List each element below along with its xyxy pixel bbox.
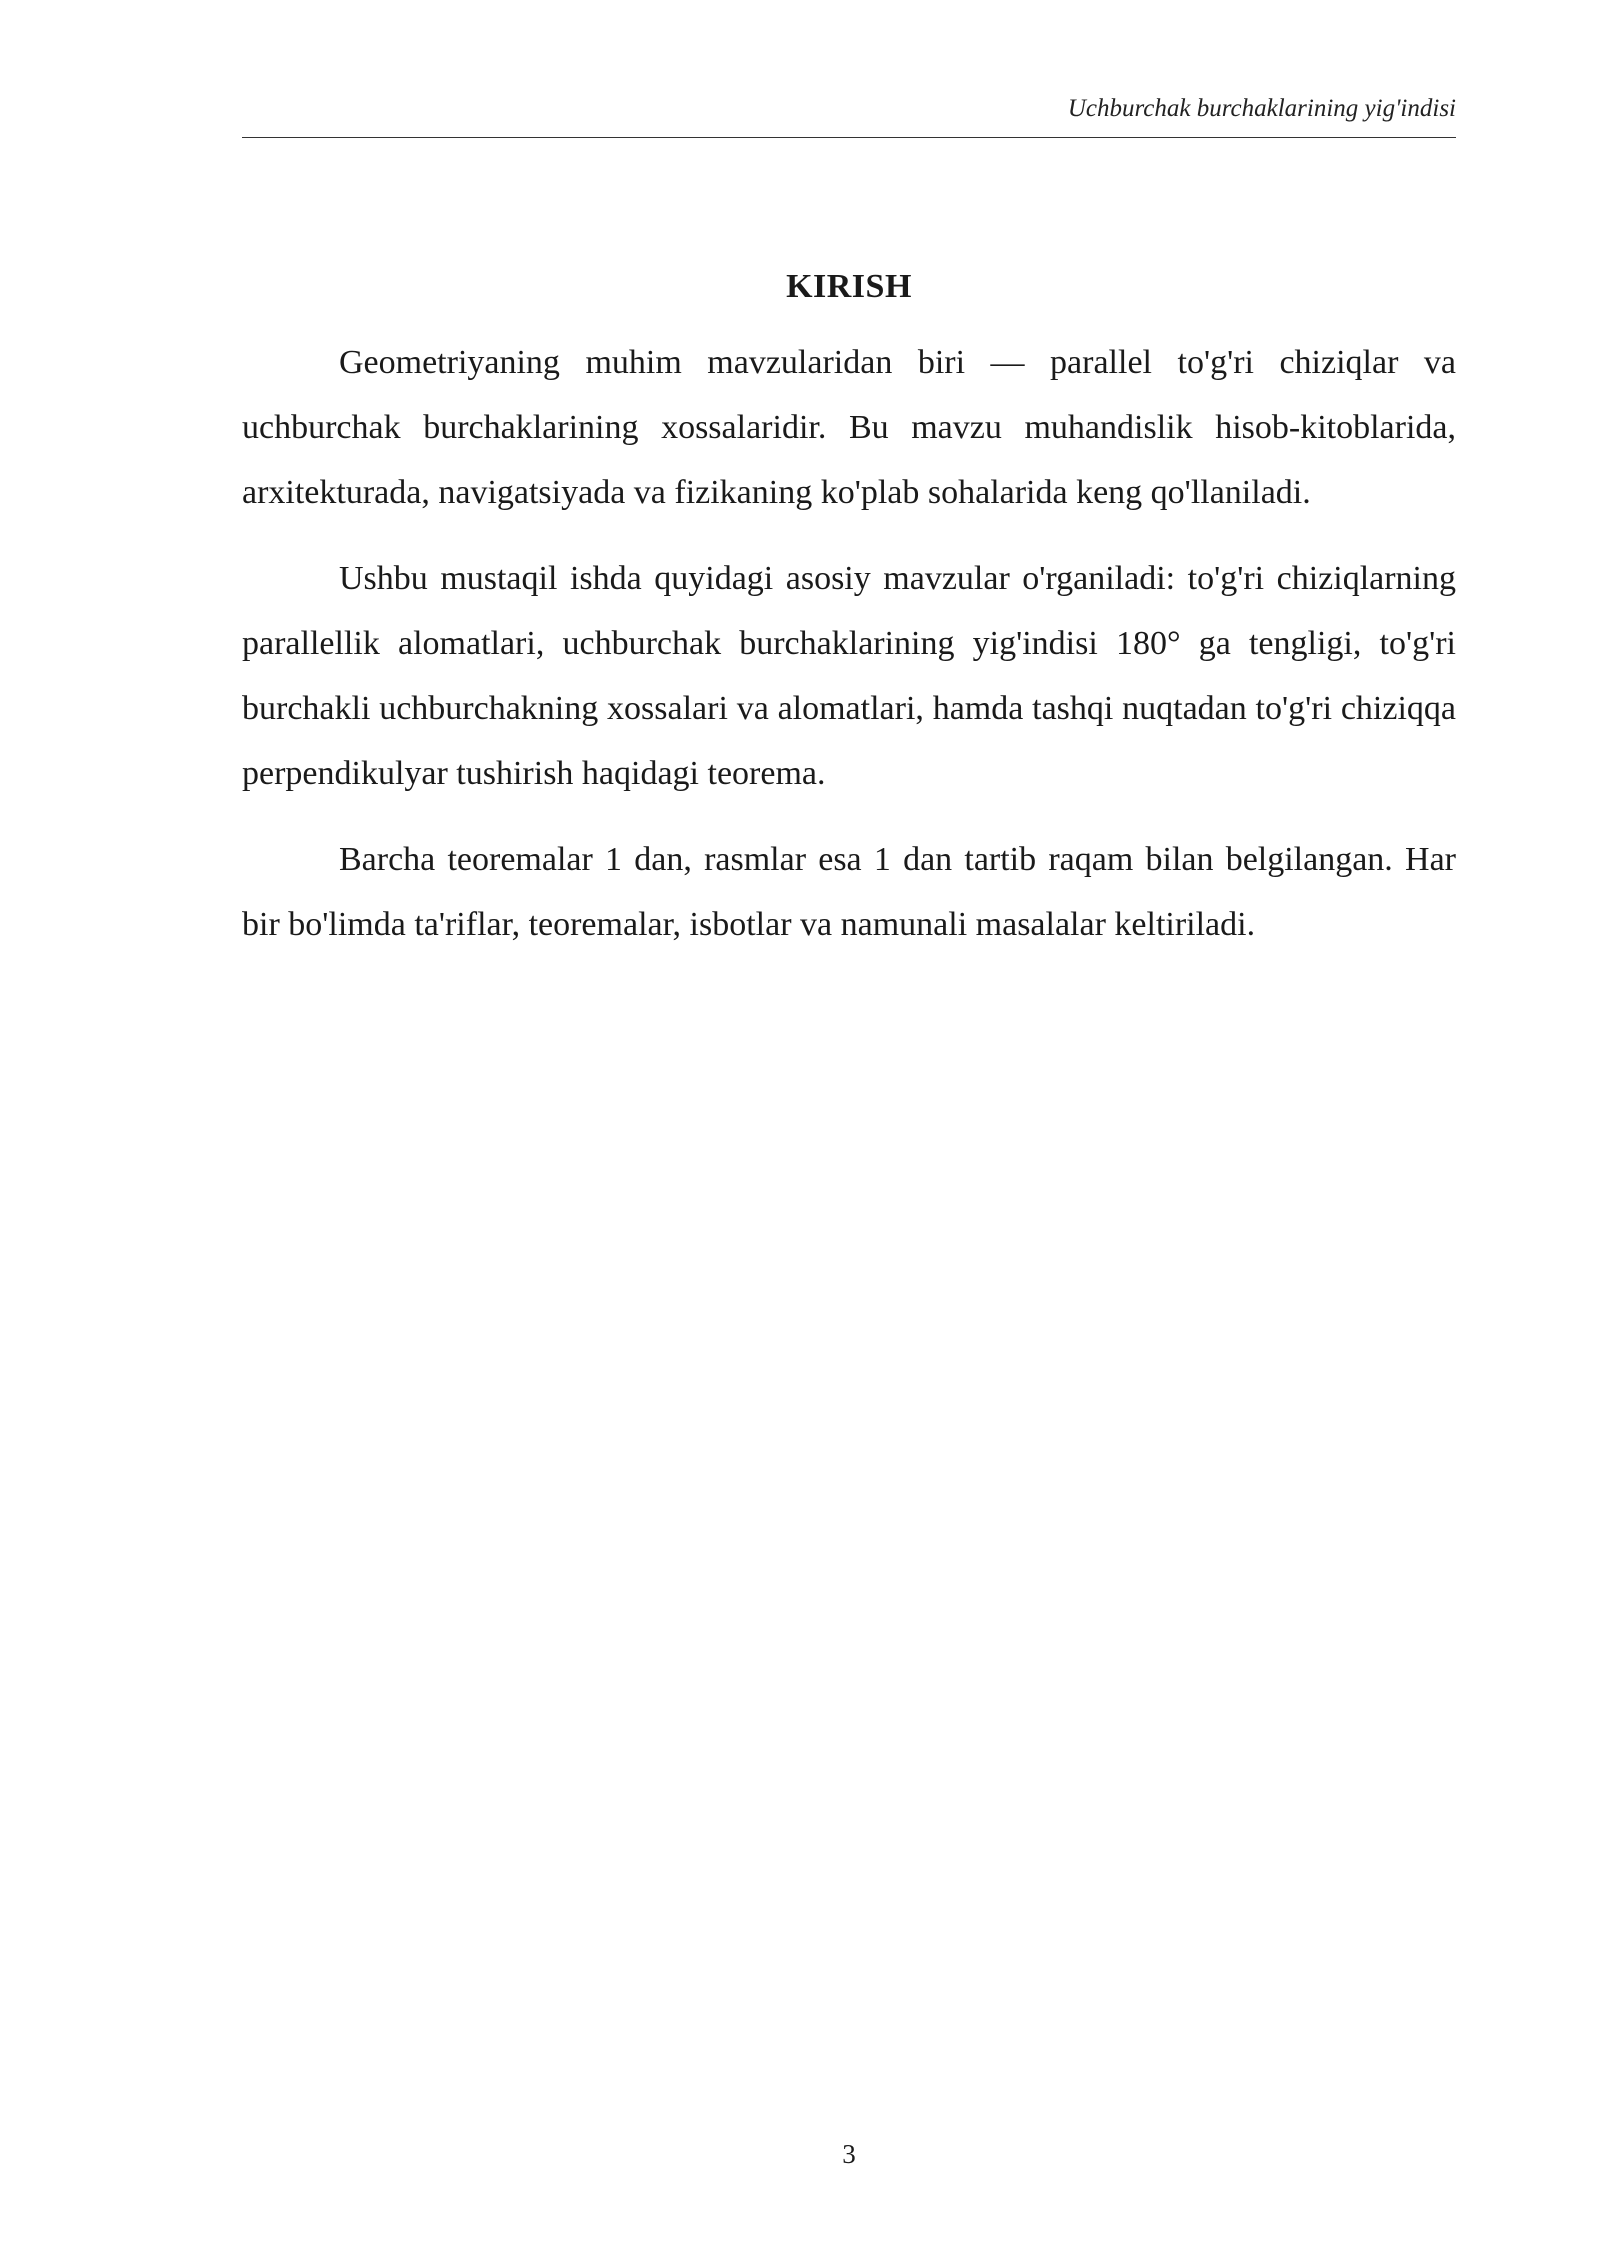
paragraph-2: Ushbu mustaqil ishda quyidagi asosiy mavzular o'rganiladi: to'g'ri chiziqlarning parallellik alomatlari, uchburchak burchaklarining yig'indisi 180° ga tengligi, to'g'ri burchakli uchburchakning xossalari va alomatlari, hamda tashqi nuqtadan to'g'ri chiziqqa perpendikulyar tushirish haqidagi teorema. — [242, 560, 1456, 792]
running-header: Uchburchak burchaklarining yig'indisi — [1067, 95, 1456, 122]
page-number: 3 — [842, 2139, 856, 2169]
paragraph-3: Barcha teoremalar 1 dan, rasmlar esa 1 dan tartib raqam bilan belgilangan. Har bir bo'limda ta'riflar, teoremalar, isbotlar va namunali masalalar keltiriladi. — [242, 841, 1456, 943]
body-text — [242, 330, 1456, 978]
section-title: KIRISH — [786, 267, 912, 305]
header-rule — [242, 137, 1456, 138]
paragraph-1: Geometriyaning muhim mavzularidan biri — parallel to'g'ri chiziqlar va uchburchak burchaklarining xossalaridir. Bu mavzu muhandislik hisob-kitoblarida, arxitekturada, navigatsiyada va fizikaning ko'plab sohalarida keng qo'llaniladi. — [242, 344, 1456, 511]
